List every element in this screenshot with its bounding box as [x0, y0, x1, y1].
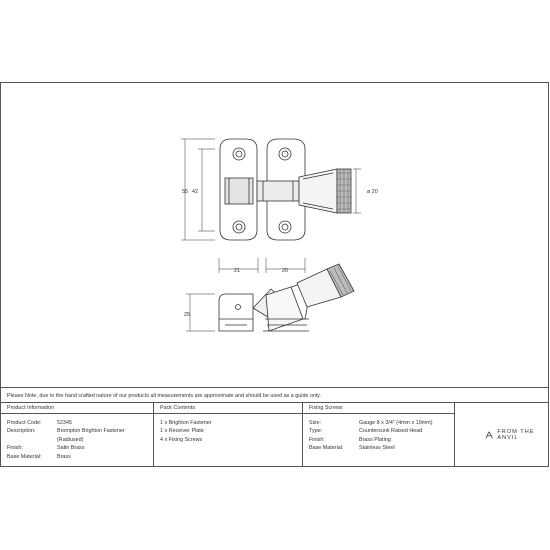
pack-contents-panel: [154, 403, 303, 467]
info-row: (Radiused): [57, 436, 84, 443]
screw-row: Size: Gauge 8 x 3/4" (4mm x 19mm): [309, 420, 433, 426]
info-row: Base Material: Brass: [7, 453, 71, 460]
anvil-logo-icon: [485, 430, 493, 440]
dim-height-inner: 42: [192, 189, 198, 195]
info-row: Description: Brompton Brighton Fastener: [7, 428, 125, 435]
brand-name: FROM THE ANVIL: [497, 429, 535, 441]
screw-row: Type: Countersunk Raised Head: [309, 428, 423, 435]
left-plate: [220, 139, 257, 240]
technical-drawing: [1, 83, 550, 386]
panel-header: Product Information: [1, 403, 153, 414]
dim-diameter: ø 20: [367, 189, 378, 195]
info-row: Finish: Satin Brass: [7, 445, 85, 452]
screw-row: Finish: Brass Plating: [309, 436, 391, 443]
bolt: [257, 169, 351, 213]
panel-header: Pack Contents: [154, 403, 302, 414]
dim-depth: 25: [184, 312, 190, 318]
fixing-screws-panel: [303, 403, 455, 467]
spec-sheet: [0, 82, 549, 467]
product-information-panel: [1, 403, 154, 467]
info-row: Product Code: 52345: [7, 420, 72, 426]
pack-item: 1 x Receiver Plate: [160, 428, 204, 435]
screw-row: Base Material: Stainless Steel: [309, 445, 395, 452]
dim-width-right: 20: [282, 268, 288, 274]
pack-item: 1 x Brighton Fastener: [160, 420, 212, 426]
disclaimer-note: Please Note, due to the hand crafted nature of our products all measurements are approximate and should be used as a guide only.: [1, 387, 548, 403]
dim-height-outer: 55: [182, 189, 188, 195]
brand-logo: [455, 403, 548, 467]
side-view: [219, 264, 354, 331]
dim-width-left: 21: [234, 268, 240, 274]
pack-item: 4 x Fixing Screws: [160, 436, 203, 443]
panel-header: Fixing Screws: [303, 403, 454, 414]
